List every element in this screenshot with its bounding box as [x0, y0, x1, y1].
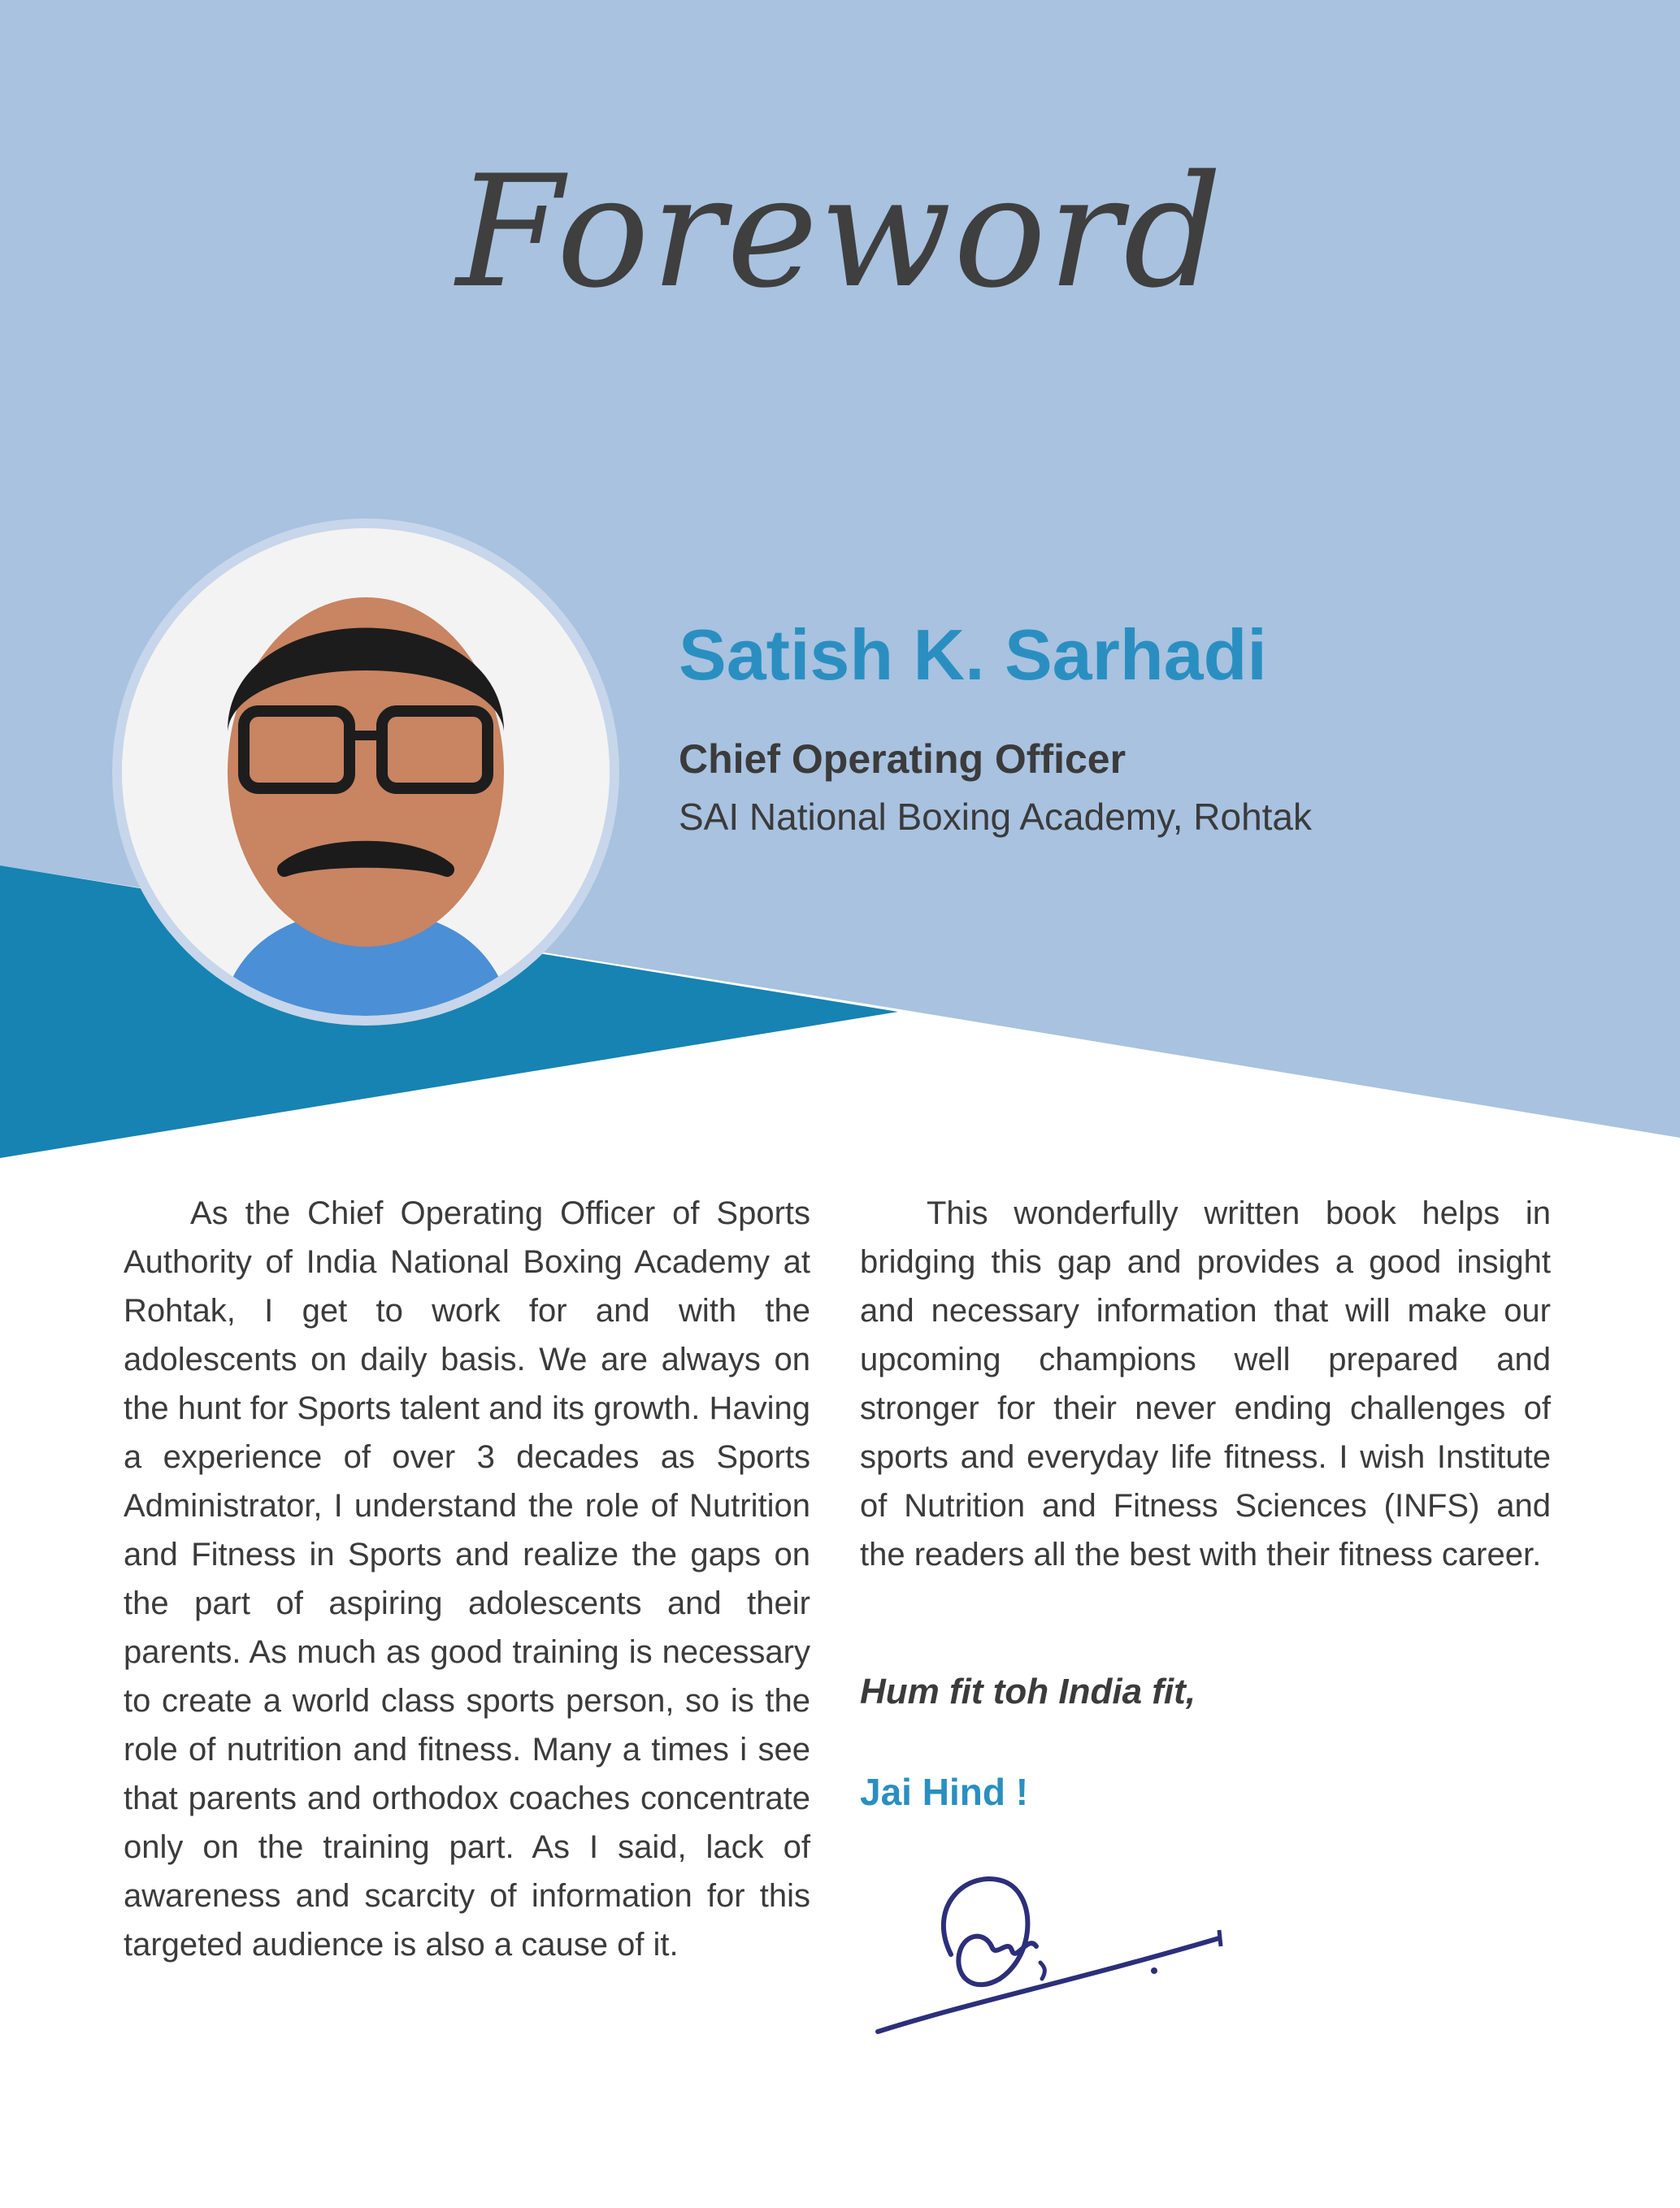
body-column-left [124, 1189, 810, 1969]
signature-image [870, 1857, 1235, 2052]
portrait-illustration [122, 528, 610, 1016]
closing-motto: Hum fit toh India fit, [860, 1672, 1196, 1711]
author-organization: SAI National Boxing Academy, Rohtak [679, 796, 1313, 838]
body-paragraph-right: This wonderfully written book helps in bridging this gap and provides a good insight and necessary information that will make our upcoming champions well prepared and stronger for their never ending challenges of sports and everyday life fitness. I wish Institute of Nutrition and Fitness Sciences (INFS) and the readers all the best with their fitness career. [860, 1195, 1551, 1572]
author-name: Satish K. Sarhadi [679, 614, 1267, 695]
author-photo [122, 528, 610, 1016]
page-title: Foreword [456, 142, 1224, 322]
author-role: Chief Operating Officer [679, 736, 1127, 782]
body-paragraph-left: As the Chief Operating Officer of Sports Authority of India National Boxing Academy at Rohtak, I get to work for and with the adolescents on daily basis. We are always on the hunt for Sports talent and its growth. Having a experience of over 3 decades as Sports Administrator, I understand the role of Nutrition and Fitness in Sports and realize the gaps on the part of aspiring adolescents and their parents. As much as good training is necessary to create a world class sports person, so is the role of nutrition and fitness. Many a times i see that parents and orthodox coaches concentrate only on the training part. As I said, lack of awareness and scarcity of information for this targeted audience is also a cause of it. [124, 1195, 810, 1963]
body-column-right [860, 1189, 1551, 1579]
closing-salute: Jai Hind ! [860, 1771, 1029, 1813]
